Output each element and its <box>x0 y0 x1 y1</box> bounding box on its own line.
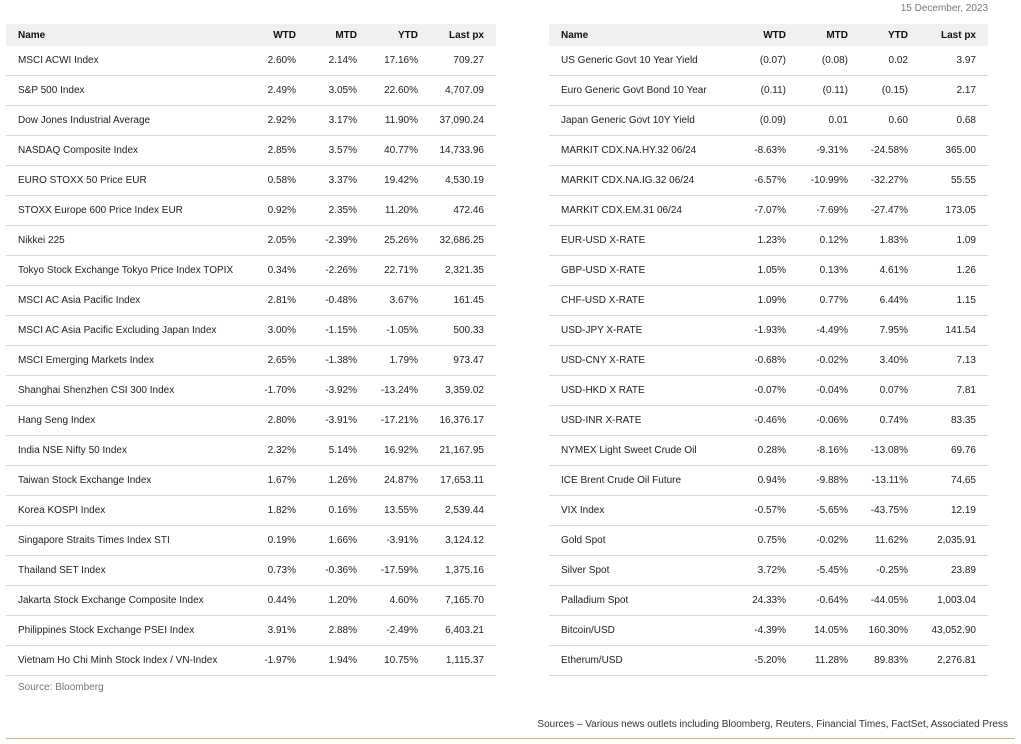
table-cell: 16,376.17 <box>430 406 496 436</box>
instrument-name: STOXX Europe 600 Price Index EUR <box>6 196 242 226</box>
table-cell: -0.64% <box>798 586 860 616</box>
table-cell: -13.24% <box>369 376 430 406</box>
table-row <box>549 256 988 286</box>
table-cell: 3.05% <box>308 76 369 106</box>
table-cell: -1.15% <box>308 316 369 346</box>
table-cell: 24.87% <box>369 466 430 496</box>
instrument-name: ICE Brent Crude Oil Future <box>549 466 733 496</box>
table-row <box>549 466 988 496</box>
table-cell: -10.99% <box>798 166 860 196</box>
table-cell: 2.80% <box>242 406 308 436</box>
table-cell: 3.91% <box>242 616 308 646</box>
table-cell: 1,003.04 <box>920 586 988 616</box>
table-cell: 7.95% <box>860 316 920 346</box>
table-row <box>549 76 988 106</box>
table-cell: -43.75% <box>860 496 920 526</box>
table-cell: 4,530.19 <box>430 166 496 196</box>
table-cell: 3.37% <box>308 166 369 196</box>
table-row <box>6 346 496 376</box>
table-row <box>6 466 496 496</box>
table-cell: 2.14% <box>308 46 369 76</box>
table-cell: 3.00% <box>242 316 308 346</box>
column-header: YTD <box>888 29 908 41</box>
table-cell: 32,686.25 <box>430 226 496 256</box>
instrument-name: Silver Spot <box>549 556 733 586</box>
table-cell: 0.19% <box>242 526 308 556</box>
table-cell: 0.94% <box>733 466 798 496</box>
table-cell: 69.76 <box>920 436 988 466</box>
table-cell: 709.27 <box>430 46 496 76</box>
table-cell: 1.66% <box>308 526 369 556</box>
table-cell: 3,124.12 <box>430 526 496 556</box>
table-cell: 1.20% <box>308 586 369 616</box>
instrument-name: Gold Spot <box>549 526 733 556</box>
table-cell: 83.35 <box>920 406 988 436</box>
instrument-name: MSCI ACWI Index <box>6 46 242 76</box>
table-cell: 3.97 <box>920 46 988 76</box>
instrument-name: MSCI AC Asia Pacific Excluding Japan Index <box>6 316 242 346</box>
table-cell: 3.40% <box>860 346 920 376</box>
table-cell: 3,359.02 <box>430 376 496 406</box>
table-cell: (0.07) <box>733 46 798 76</box>
table-cell: 0.68 <box>920 106 988 136</box>
instrument-name: US Generic Govt 10 Year Yield <box>549 46 733 76</box>
table-row <box>549 196 988 226</box>
table-cell: 2.81% <box>242 286 308 316</box>
table-cell: -44.05% <box>860 586 920 616</box>
table-cell: 4.61% <box>860 256 920 286</box>
table-cell: 25.26% <box>369 226 430 256</box>
table-row <box>6 646 496 676</box>
table-cell: 472.46 <box>430 196 496 226</box>
table-cell: -2.49% <box>369 616 430 646</box>
table-row <box>6 76 496 106</box>
table-cell: 1.09% <box>733 286 798 316</box>
table-cell: -0.48% <box>308 286 369 316</box>
table-row <box>6 616 496 646</box>
table-cell: 2.32% <box>242 436 308 466</box>
table-cell: 0.58% <box>242 166 308 196</box>
rates-fx-commodities-table <box>549 24 988 676</box>
table-cell: 500.33 <box>430 316 496 346</box>
instrument-name: Tokyo Stock Exchange Tokyo Price Index TOPIX <box>6 256 242 286</box>
table-row <box>6 376 496 406</box>
table-row <box>549 136 988 166</box>
table-cell: 0.75% <box>733 526 798 556</box>
table-row <box>6 526 496 556</box>
instrument-name: India NSE Nifty 50 Index <box>6 436 242 466</box>
table-cell: -0.04% <box>798 376 860 406</box>
column-header: WTD <box>763 29 786 41</box>
instrument-name: Korea KOSPI Index <box>6 496 242 526</box>
table-cell: -13.11% <box>860 466 920 496</box>
table-cell: 23.89 <box>920 556 988 586</box>
table-row <box>6 46 496 76</box>
table-cell: 1,115.37 <box>430 646 496 676</box>
instrument-name: Hang Seng Index <box>6 406 242 436</box>
table-row <box>549 586 988 616</box>
instrument-name: Taiwan Stock Exchange Index <box>6 466 242 496</box>
table-cell: -5.45% <box>798 556 860 586</box>
table-cell: 4.60% <box>369 586 430 616</box>
instrument-name: GBP-USD X-RATE <box>549 256 733 286</box>
column-header: MTD <box>335 29 357 41</box>
table-cell: -0.06% <box>798 406 860 436</box>
instrument-name: Palladium Spot <box>549 586 733 616</box>
table-row <box>549 616 988 646</box>
table-cell: (0.15) <box>860 76 920 106</box>
table-cell: 40.77% <box>369 136 430 166</box>
table-cell: 0.77% <box>798 286 860 316</box>
table-cell: 1.94% <box>308 646 369 676</box>
table-cell: -3.91% <box>369 526 430 556</box>
table-cell: (0.11) <box>798 76 860 106</box>
table-cell: -17.21% <box>369 406 430 436</box>
table-row <box>549 646 988 676</box>
table-cell: -7.69% <box>798 196 860 226</box>
table-cell: 3.72% <box>733 556 798 586</box>
table-cell: 141.54 <box>920 316 988 346</box>
table-cell: -9.31% <box>798 136 860 166</box>
instrument-name: MARKIT CDX.NA.HY.32 06/24 <box>549 136 733 166</box>
column-header: Name <box>561 29 589 41</box>
table-cell: 1.26% <box>308 466 369 496</box>
table-cell: -8.63% <box>733 136 798 166</box>
table-row <box>549 166 988 196</box>
table-row <box>549 316 988 346</box>
table-cell: 43,052.90 <box>920 616 988 646</box>
table-cell: 2,539.44 <box>430 496 496 526</box>
table-cell: 6,403.21 <box>430 616 496 646</box>
table-cell: 0.02 <box>860 46 920 76</box>
table-cell: 2.60% <box>242 46 308 76</box>
table-cell: 2.17 <box>920 76 988 106</box>
table-row <box>6 316 496 346</box>
table-cell: 0.01 <box>798 106 860 136</box>
instrument-name: Jakarta Stock Exchange Composite Index <box>6 586 242 616</box>
table-cell: 3.57% <box>308 136 369 166</box>
table-cell: 0.60 <box>860 106 920 136</box>
table-cell: 2,035.91 <box>920 526 988 556</box>
table-cell: 14,733.96 <box>430 136 496 166</box>
table-cell: -1.70% <box>242 376 308 406</box>
table-cell: 160.30% <box>860 616 920 646</box>
table-cell: 14.05% <box>798 616 860 646</box>
instrument-name: S&P 500 Index <box>6 76 242 106</box>
table-cell: -9.88% <box>798 466 860 496</box>
table-cell: 0.73% <box>242 556 308 586</box>
table-row <box>549 526 988 556</box>
instrument-name: MSCI Emerging Markets Index <box>6 346 242 376</box>
table-row <box>549 556 988 586</box>
table-cell: 55.55 <box>920 166 988 196</box>
table-cell: 0.16% <box>308 496 369 526</box>
table-cell: 2.65% <box>242 346 308 376</box>
table-cell: 161.45 <box>430 286 496 316</box>
table-row <box>6 106 496 136</box>
instrument-name: USD-HKD X RATE <box>549 376 733 406</box>
table-cell: (0.11) <box>733 76 798 106</box>
table-cell: 1,375.16 <box>430 556 496 586</box>
report-date: 15 December, 2023 <box>900 3 988 14</box>
table-cell: 74.65 <box>920 466 988 496</box>
table-cell: 1.82% <box>242 496 308 526</box>
table-cell: 1.83% <box>860 226 920 256</box>
table-cell: -5.20% <box>733 646 798 676</box>
footer-sources: Sources – Various news outlets including Bloomberg, Reuters, Financial Times, FactSet, Associated Press <box>537 719 1008 730</box>
table-cell: 0.28% <box>733 436 798 466</box>
table-cell: 173.05 <box>920 196 988 226</box>
table-row <box>549 496 988 526</box>
table-cell: 10.75% <box>369 646 430 676</box>
table-cell: 24.33% <box>733 586 798 616</box>
table-cell: 2.49% <box>242 76 308 106</box>
footer-divider <box>6 738 1015 739</box>
table-cell: 2.88% <box>308 616 369 646</box>
table-cell: 973.47 <box>430 346 496 376</box>
table-cell: 1.67% <box>242 466 308 496</box>
table-cell: 0.92% <box>242 196 308 226</box>
table-cell: -2.26% <box>308 256 369 286</box>
table-cell: 21,167.95 <box>430 436 496 466</box>
table-row <box>6 226 496 256</box>
table-cell: 13.55% <box>369 496 430 526</box>
source-note: Source: Bloomberg <box>18 682 104 693</box>
table-cell: 22.71% <box>369 256 430 286</box>
table-cell: 89.83% <box>860 646 920 676</box>
table-cell: 0.74% <box>860 406 920 436</box>
table-row <box>549 376 988 406</box>
table-cell: -3.91% <box>308 406 369 436</box>
instrument-name: USD-INR X-RATE <box>549 406 733 436</box>
table-cell: -0.68% <box>733 346 798 376</box>
table-cell: 2.92% <box>242 106 308 136</box>
instrument-name: Shanghai Shenzhen CSI 300 Index <box>6 376 242 406</box>
column-header: WTD <box>273 29 296 41</box>
instrument-name: USD-JPY X-RATE <box>549 316 733 346</box>
instrument-name: EUR-USD X-RATE <box>549 226 733 256</box>
instrument-name: Euro Generic Govt Bond 10 Year <box>549 76 733 106</box>
instrument-name: Philippines Stock Exchange PSEI Index <box>6 616 242 646</box>
table-cell: 365.00 <box>920 136 988 166</box>
instrument-name: Japan Generic Govt 10Y Yield <box>549 106 733 136</box>
instrument-name: Etherum/USD <box>549 646 733 676</box>
table-cell: 4,707.09 <box>430 76 496 106</box>
table-cell: 1.23% <box>733 226 798 256</box>
table-cell: -5.65% <box>798 496 860 526</box>
table-cell: -1.93% <box>733 316 798 346</box>
table-row <box>6 436 496 466</box>
table-cell: 19.42% <box>369 166 430 196</box>
table-cell: -3.92% <box>308 376 369 406</box>
instrument-name: EURO STOXX 50 Price EUR <box>6 166 242 196</box>
table-cell: 11.20% <box>369 196 430 226</box>
table-cell: -17.59% <box>369 556 430 586</box>
table-row <box>6 196 496 226</box>
table-cell: -8.16% <box>798 436 860 466</box>
instrument-name: NYMEX Light Sweet Crude Oil <box>549 436 733 466</box>
table-cell: 0.07% <box>860 376 920 406</box>
table-cell: 0.44% <box>242 586 308 616</box>
table-cell: 2.35% <box>308 196 369 226</box>
table-cell: -1.38% <box>308 346 369 376</box>
column-header: Name <box>18 29 46 41</box>
table-cell: 37,090.24 <box>430 106 496 136</box>
table-row <box>549 406 988 436</box>
table-cell: (0.08) <box>798 46 860 76</box>
table-header-row <box>6 24 496 46</box>
instrument-name: USD-CNY X-RATE <box>549 346 733 376</box>
table-cell: -0.02% <box>798 346 860 376</box>
instrument-name: MSCI AC Asia Pacific Index <box>6 286 242 316</box>
table-cell: 3.67% <box>369 286 430 316</box>
table-cell: -2.39% <box>308 226 369 256</box>
table-cell: 7.81 <box>920 376 988 406</box>
instrument-name: MARKIT CDX.NA.IG.32 06/24 <box>549 166 733 196</box>
table-row <box>549 286 988 316</box>
table-cell: -27.47% <box>860 196 920 226</box>
table-cell: 12.19 <box>920 496 988 526</box>
table-cell: 1.09 <box>920 226 988 256</box>
table-cell: -32.27% <box>860 166 920 196</box>
instrument-name: Dow Jones Industrial Average <box>6 106 242 136</box>
table-cell: -0.02% <box>798 526 860 556</box>
table-cell: -13.08% <box>860 436 920 466</box>
table-cell: 2.85% <box>242 136 308 166</box>
column-header: YTD <box>398 29 418 41</box>
table-cell: 17.16% <box>369 46 430 76</box>
table-row <box>549 46 988 76</box>
table-row <box>6 586 496 616</box>
table-cell: 3.17% <box>308 106 369 136</box>
table-cell: 1.05% <box>733 256 798 286</box>
table-cell: -24.58% <box>860 136 920 166</box>
table-cell: -1.97% <box>242 646 308 676</box>
table-cell: -0.57% <box>733 496 798 526</box>
table-cell: -0.07% <box>733 376 798 406</box>
instrument-name: MARKIT CDX.EM.31 06/24 <box>549 196 733 226</box>
table-cell: 17,653.11 <box>430 466 496 496</box>
table-cell: 1.26 <box>920 256 988 286</box>
table-cell: -0.25% <box>860 556 920 586</box>
instrument-name: VIX Index <box>549 496 733 526</box>
table-cell: -0.46% <box>733 406 798 436</box>
table-row <box>6 136 496 166</box>
table-cell: -4.39% <box>733 616 798 646</box>
table-cell: 2.05% <box>242 226 308 256</box>
table-cell: 16.92% <box>369 436 430 466</box>
table-row <box>6 496 496 526</box>
table-cell: 11.90% <box>369 106 430 136</box>
table-cell: (0.09) <box>733 106 798 136</box>
table-cell: 0.13% <box>798 256 860 286</box>
table-cell: 11.28% <box>798 646 860 676</box>
table-cell: -7.07% <box>733 196 798 226</box>
instrument-name: Thailand SET Index <box>6 556 242 586</box>
table-cell: -4.49% <box>798 316 860 346</box>
column-header: MTD <box>826 29 848 41</box>
table-row <box>549 346 988 376</box>
table-cell: 2,321.35 <box>430 256 496 286</box>
table-row <box>6 556 496 586</box>
instrument-name: Vietnam Ho Chi Minh Stock Index / VN-Index <box>6 646 242 676</box>
column-header: Last px <box>940 29 976 41</box>
table-cell: 7.13 <box>920 346 988 376</box>
table-cell: -6.57% <box>733 166 798 196</box>
table-cell: 6.44% <box>860 286 920 316</box>
table-cell: 0.12% <box>798 226 860 256</box>
table-header-row <box>549 24 988 46</box>
table-cell: 11.62% <box>860 526 920 556</box>
column-header: Last px <box>448 29 484 41</box>
table-row <box>549 106 988 136</box>
table-cell: 22.60% <box>369 76 430 106</box>
instrument-name: CHF-USD X-RATE <box>549 286 733 316</box>
table-cell: 1.79% <box>369 346 430 376</box>
table-cell: -0.36% <box>308 556 369 586</box>
table-cell: -1.05% <box>369 316 430 346</box>
instrument-name: Bitcoin/USD <box>549 616 733 646</box>
table-row <box>6 166 496 196</box>
table-cell: 5.14% <box>308 436 369 466</box>
instrument-name: Singapore Straits Times Index STI <box>6 526 242 556</box>
table-cell: 7,165.70 <box>430 586 496 616</box>
table-row <box>6 286 496 316</box>
table-row <box>549 226 988 256</box>
equity-indices-table <box>6 24 496 676</box>
instrument-name: Nikkei 225 <box>6 226 242 256</box>
table-cell: 1.15 <box>920 286 988 316</box>
instrument-name: NASDAQ Composite Index <box>6 136 242 166</box>
table-cell: 2,276.81 <box>920 646 988 676</box>
table-row <box>549 436 988 466</box>
table-row <box>6 256 496 286</box>
table-cell: 0.34% <box>242 256 308 286</box>
table-row <box>6 406 496 436</box>
